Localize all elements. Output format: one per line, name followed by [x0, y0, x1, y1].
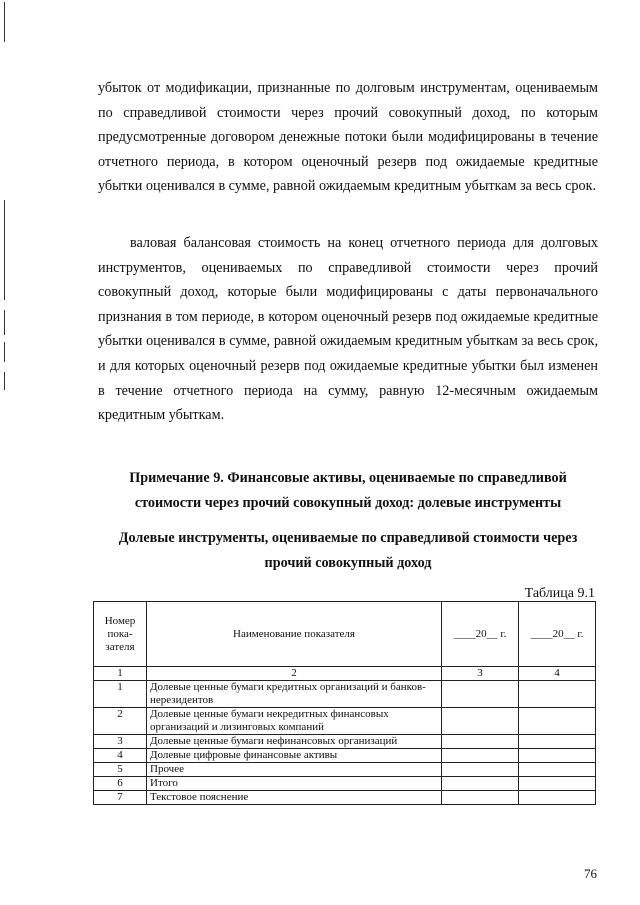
row-name: Итого [147, 777, 442, 791]
body-paragraph-1: убыток от модификации, признанные по долговым инструментам, оцениваемым по справедливой стоимости через прочий совокупный доход, по которым предусмотренные договором денежные потоки были модифицированы в течение отчетного периода, в котором оценочный резерв под ожидаемые кредитные убытки оценивался в сумме, равной ожидаемым кредитным убыткам за весь срок. [98, 80, 598, 195]
row-name: Долевые цифровые финансовые активы [147, 749, 442, 763]
table-row [94, 763, 596, 777]
row-name: Текстовое пояснение [147, 791, 442, 805]
row-name: Долевые ценные бумаги кредитных организаций и банков-нерезидентов [147, 681, 442, 708]
body-paragraph-2: валовая балансовая стоимость на конец отчетного периода для долговых инструментов, оцениваемых по справедливой стоимости через прочий совокупный доход, которые были модифицированы с даты первоначального признания в том периоде, в котором оценочный резерв под ожидаемые кредитные убытки оценивался в сумме, равной ожидаемым кредитным убыткам за весь срок, и для которых оценочный резерв под ожидаемые кредитные убытки был изменен в течение отчетного периода на сумму, равную 12-месячным ожидаемым кредитным убыткам. [98, 235, 598, 424]
table-row [94, 735, 596, 749]
header-year-1: ____20__ г. [442, 602, 519, 667]
header-year-2: ____20__ г. [519, 602, 596, 667]
table-header-row [94, 602, 596, 667]
value-cell[interactable] [519, 777, 596, 791]
data-table [93, 601, 596, 805]
column-index: 2 [147, 667, 442, 681]
margin-mark [4, 2, 5, 42]
value-cell[interactable] [519, 681, 596, 708]
value-cell[interactable] [442, 735, 519, 749]
value-cell[interactable] [442, 763, 519, 777]
column-index: 1 [94, 667, 147, 681]
margin-mark [4, 200, 5, 300]
row-number: 7 [94, 791, 147, 805]
row-number: 4 [94, 749, 147, 763]
value-cell[interactable] [442, 681, 519, 708]
row-name: Долевые ценные бумаги нефинансовых организаций [147, 735, 442, 749]
table-row [94, 777, 596, 791]
value-cell[interactable] [519, 749, 596, 763]
value-cell[interactable] [442, 749, 519, 763]
header-number: Номер пока-зателя [94, 602, 147, 667]
page-number: 76 [584, 866, 597, 881]
note-heading: Примечание 9. Финансовые активы, оцениваемые по справедливой стоимости через прочий совокупный доход: долевые инструменты [129, 470, 567, 511]
value-cell[interactable] [519, 735, 596, 749]
value-cell[interactable] [442, 791, 519, 805]
value-cell[interactable] [519, 708, 596, 735]
row-number: 2 [94, 708, 147, 735]
margin-mark [4, 342, 5, 362]
table-row [94, 749, 596, 763]
section-heading: Долевые инструменты, оцениваемые по справедливой стоимости через прочий совокупный доход [118, 530, 578, 571]
table-caption: Таблица 9.1 [524, 586, 595, 601]
column-index-row [94, 667, 596, 681]
margin-mark [4, 372, 5, 390]
margin-mark [4, 310, 5, 335]
row-number: 5 [94, 763, 147, 777]
row-number: 1 [94, 681, 147, 708]
value-cell[interactable] [519, 763, 596, 777]
value-cell[interactable] [519, 791, 596, 805]
value-cell[interactable] [442, 708, 519, 735]
header-name: Наименование показателя [147, 602, 442, 667]
column-index: 3 [442, 667, 519, 681]
row-name: Долевые ценные бумаги некредитных финансовых организаций и лизинговых компаний [147, 708, 442, 735]
table-body [94, 667, 596, 805]
table-row [94, 681, 596, 708]
value-cell[interactable] [442, 777, 519, 791]
table-row [94, 791, 596, 805]
row-name: Прочее [147, 763, 442, 777]
row-number: 6 [94, 777, 147, 791]
column-index: 4 [519, 667, 596, 681]
row-number: 3 [94, 735, 147, 749]
table-row [94, 708, 596, 735]
